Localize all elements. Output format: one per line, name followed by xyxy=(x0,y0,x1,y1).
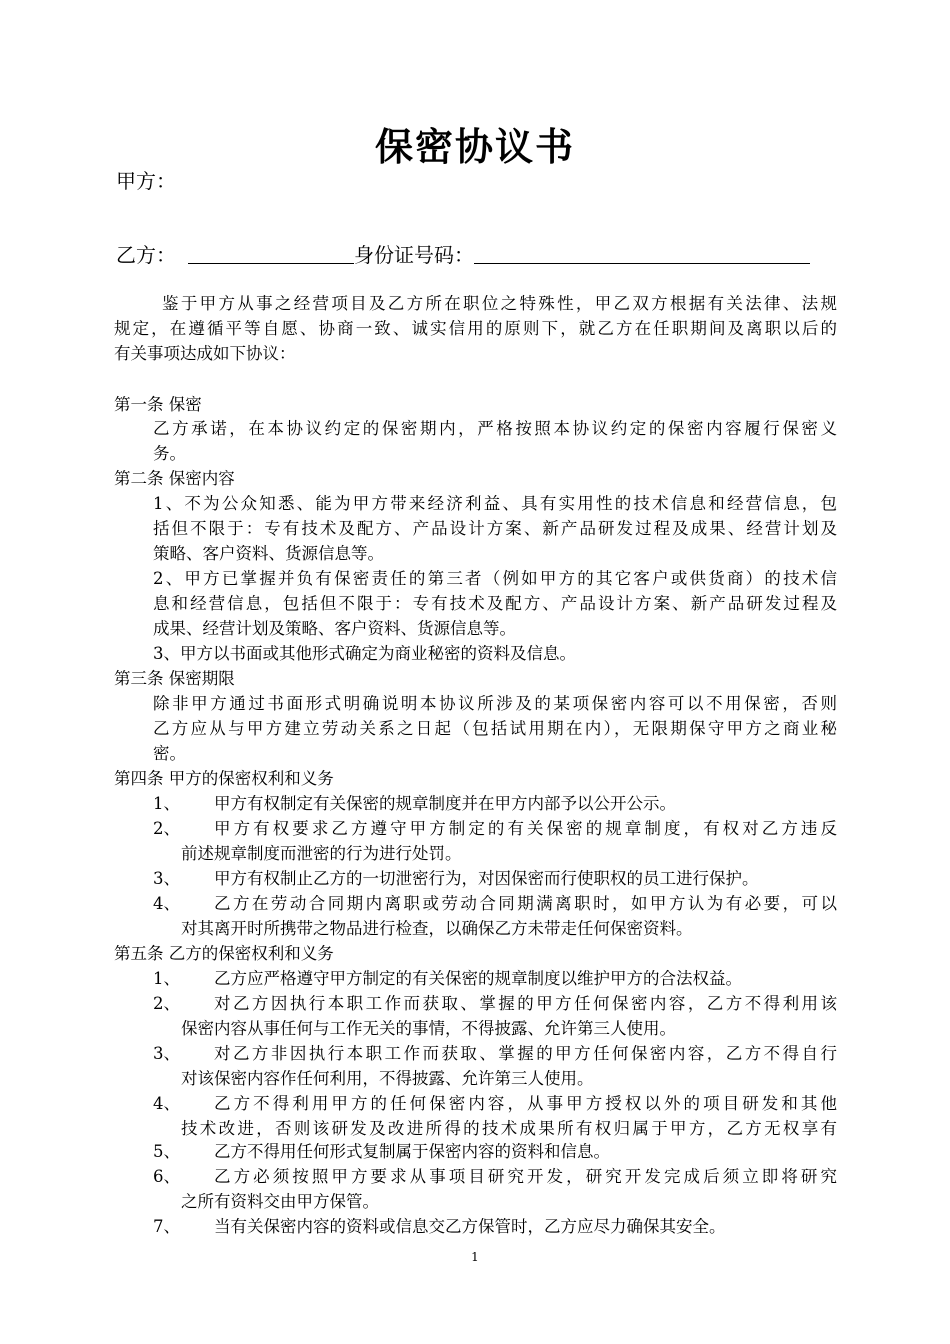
item-number: 5、 xyxy=(153,1142,180,1161)
party-b-name-blank xyxy=(188,243,354,264)
article-heading: 第二条 保密内容 xyxy=(114,469,235,488)
article-text-line: 除非甲方通过书面形式明确说明本协议所涉及的某项保密内容可以不用保密，否则 xyxy=(153,694,837,713)
item-text-line: 之所有资料交由甲方保管。 xyxy=(181,1192,379,1211)
item-text-line: 甲方有权要求乙方遵守甲方制定的有关保密的规章制度，有权对乙方违反 xyxy=(214,819,837,838)
item-text-line: 对乙方非因执行本职工作而获取、掌握的甲方任何保密内容，乙方不得自行 xyxy=(214,1044,837,1063)
item-text-line: 保密内容从事任何与工作无关的事情，不得披露、允许第三人使用。 xyxy=(181,1019,676,1038)
document-title: 保密协议书 xyxy=(374,125,575,169)
item-number: 7、 xyxy=(153,1217,180,1236)
article-heading: 第三条 保密期限 xyxy=(114,669,235,688)
article-text-line: 乙方应从与甲方建立劳动关系之日起（包括试用期在内），无限期保守甲方之商业秘 xyxy=(153,719,837,738)
preamble-line: 有关事项达成如下协议： xyxy=(114,344,296,363)
item-number: 6、 xyxy=(153,1167,180,1186)
preamble-line: 规定，在遵循平等自愿、协商一致、诚实信用的原则下，就乙方在任职期间及离职以后的 xyxy=(114,319,837,338)
item-number: 4、 xyxy=(153,1094,180,1113)
item-text-line: 前述规章制度而泄密的行为进行处罚。 xyxy=(181,844,462,863)
article-text-line: 括但不限于：专有技术及配方、产品设计方案、新产品研发过程及成果、经营计划及 xyxy=(153,519,837,538)
item-number: 3、 xyxy=(153,1044,180,1063)
preamble-line: 鉴于甲方从事之经营项目及乙方所在职位之特殊性，甲乙双方根据有关法律、法规 xyxy=(162,294,837,313)
article-text-line: 息和经营信息，包括但不限于：专有技术及配方、产品设计方案、新产品研发过程及 xyxy=(153,594,837,613)
item-text-line: 当有关保密内容的资料或信息交乙方保管时，乙方应尽力确保其安全。 xyxy=(214,1217,726,1236)
article-text-line: 1、不为公众知悉、能为甲方带来经济利益、具有实用性的技术信息和经营信息，包 xyxy=(153,494,837,513)
party-a-label: 甲方： xyxy=(116,169,176,193)
article-heading: 第一条 保密 xyxy=(114,395,202,414)
page-number: 1 xyxy=(471,1250,479,1264)
item-text-line: 乙方不得用任何形式复制属于保密内容的资料和信息。 xyxy=(214,1142,610,1161)
item-text-line: 对乙方因执行本职工作而获取、掌握的甲方任何保密内容，乙方不得利用该 xyxy=(214,994,837,1013)
item-text-line: 乙方必须按照甲方要求从事项目研究开发，研究开发完成后须立即将研究 xyxy=(214,1167,837,1186)
article-text-line: 2、甲方已掌握并负有保密责任的第三者（例如甲方的其它客户或供货商）的技术信 xyxy=(153,569,837,588)
item-text-line: 技术改进，否则该研发及改进所得的技术成果所有权归属于甲方，乙方无权享有 xyxy=(181,1119,837,1138)
item-text-line: 乙方在劳动合同期内离职或劳动合同期满离职时，如甲方认为有必要，可以 xyxy=(214,894,837,913)
item-number: 2、 xyxy=(153,994,180,1013)
item-number: 1、 xyxy=(153,794,180,813)
article-text-line: 乙方承诺，在本协议约定的保密期内，严格按照本协议约定的保密内容履行保密义 xyxy=(153,419,837,438)
item-number: 2、 xyxy=(153,819,180,838)
party-b-label: 乙方： xyxy=(116,243,176,267)
article-text-line: 策略、客户资料、货源信息等。 xyxy=(153,544,384,563)
id-number-label: 身份证号码： xyxy=(354,243,474,267)
party-a-line xyxy=(116,168,176,194)
id-number-blank xyxy=(474,243,810,264)
item-text-line: 乙方不得利用甲方的任何保密内容，从事甲方授权以外的项目研发和其他 xyxy=(214,1094,837,1113)
item-number: 3、 xyxy=(153,869,180,888)
item-number: 4、 xyxy=(153,894,180,913)
item-text-line: 甲方有权制定有关保密的规章制度并在甲方内部予以公开公示。 xyxy=(214,794,676,813)
party-b-line xyxy=(116,242,810,268)
article-text-line: 密。 xyxy=(153,744,186,763)
item-text-line: 甲方有权制止乙方的一切泄密行为，对因保密而行使职权的员工进行保护。 xyxy=(214,869,759,888)
article-heading: 第四条 甲方的保密权利和义务 xyxy=(114,769,334,788)
article-text-line: 3、甲方以书面或其他形式确定为商业秘密的资料及信息。 xyxy=(153,644,576,663)
item-text-line: 对该保密内容作任何利用，不得披露、允许第三人使用。 xyxy=(181,1069,594,1088)
item-number: 1、 xyxy=(153,969,180,988)
item-text-line: 乙方应严格遵守甲方制定的有关保密的规章制度以维护甲方的合法权益。 xyxy=(214,969,742,988)
item-text-line: 对其离开时所携带之物品进行检查，以确保乙方未带走任何保密资料。 xyxy=(181,919,693,938)
article-text-line: 成果、经营计划及策略、客户资料、货源信息等。 xyxy=(153,619,516,638)
article-heading: 第五条 乙方的保密权利和义务 xyxy=(114,944,334,963)
article-text-line: 务。 xyxy=(153,444,186,463)
